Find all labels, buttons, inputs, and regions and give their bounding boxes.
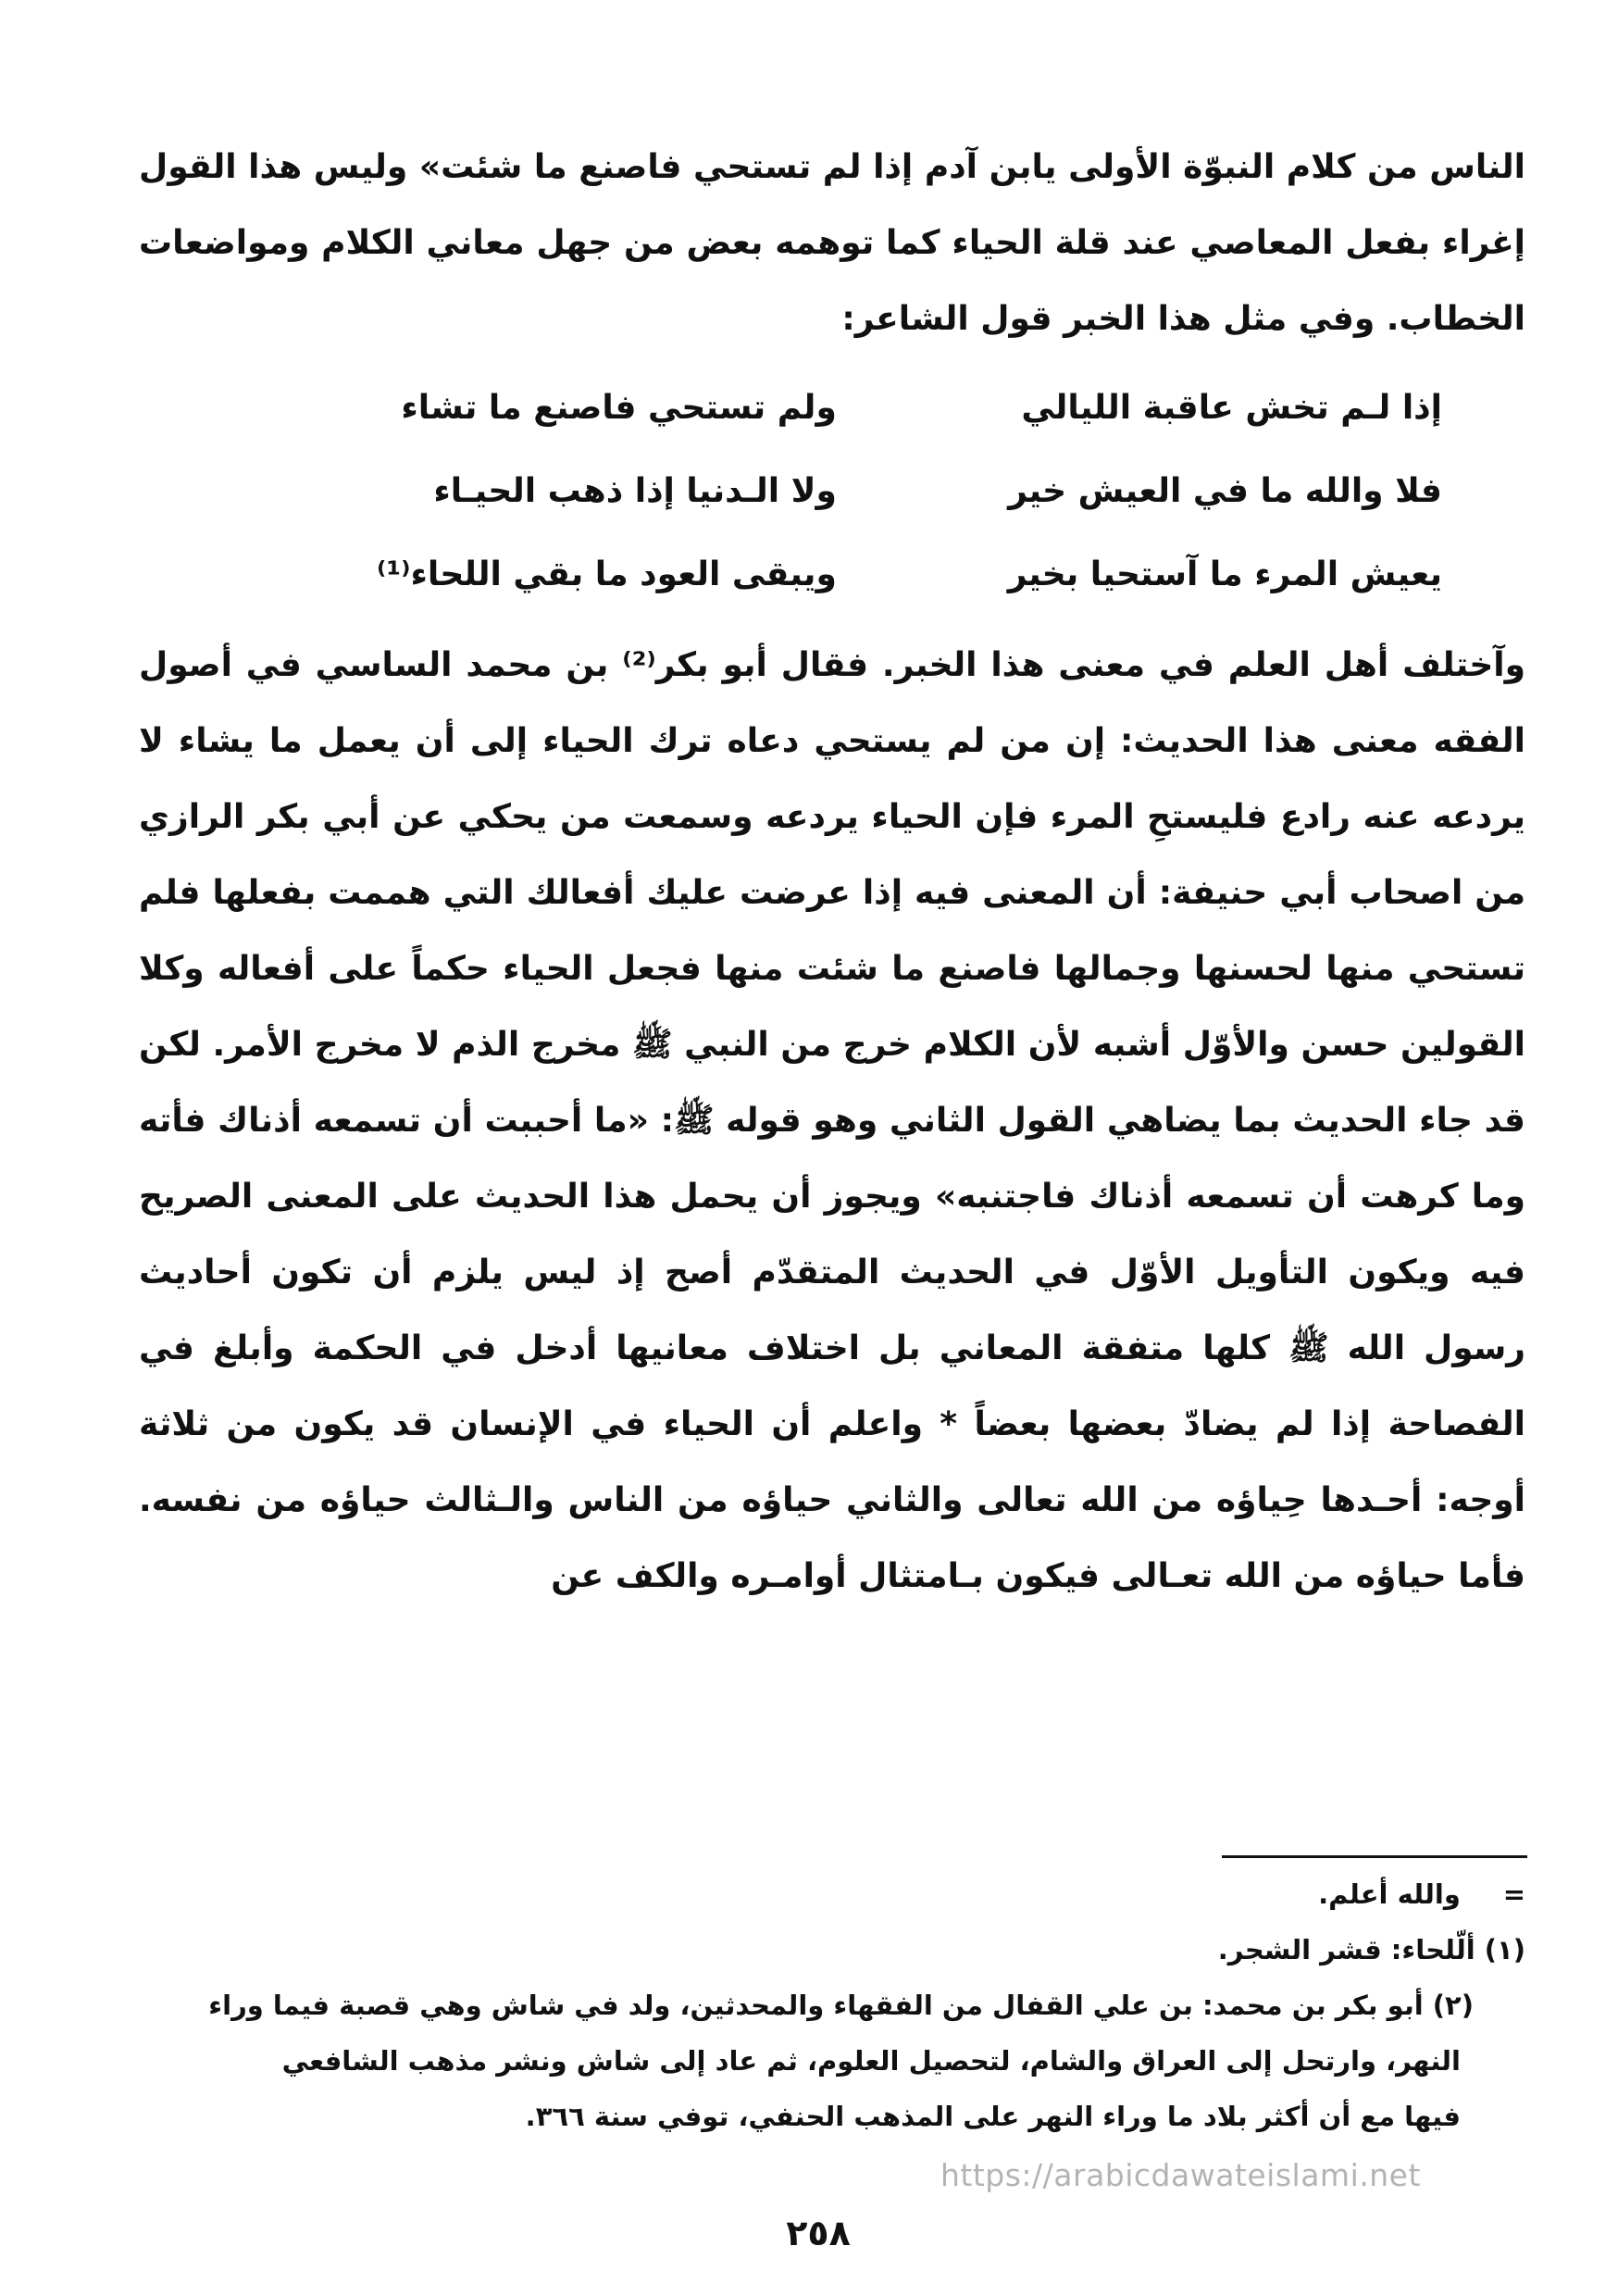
verse-3-second-hemistich: ويبقى العود ما بقي اللحاء⁽¹⁾ — [376, 555, 837, 593]
footnote-2-line-3: فيها مع أن أكثر بلاد ما وراء النهر على المذهب الحنفي، توفي سنة ٣٦٦. — [525, 2101, 1461, 2132]
poem-verse-2 — [278, 450, 1442, 533]
main-text — [139, 130, 1525, 1615]
verse-2-first-hemistich: فلا والله ما في العيش خير — [1008, 472, 1442, 510]
footnote-2-line-2: النهر، وارتحل إلى العراق والشام، لتحصيل العلوم، ثم عاد إلى شاش ونشر مذهب الشافعي — [281, 2045, 1461, 2077]
carry-over-mark: = — [1502, 1878, 1525, 1910]
verse-1-second-hemistich: ولم تستحي فاصنع ما تشاء — [401, 389, 837, 427]
verse-2-second-hemistich: ولا الـدنيا إذا ذهب الحيـاء — [433, 472, 837, 510]
footnote-carry-over — [139, 1866, 1525, 1922]
poem — [139, 367, 1525, 617]
paragraph-1: الناس من كلام النبوّة الأولى يابن آدم إذا لم تستحي فاصنع ما شئت» وليس هذا القول إغراء بفعل المعاصي عند قلة الحياء كما توهمه بعض من جهل معاني الكلام ومواضعات الخطاب. وفي مثل هذا الخبر قول الشاعر: — [139, 148, 1525, 338]
page-number: ٢٥٨ — [786, 2213, 851, 2253]
verse-3-first-hemistich: يعيش المرء ما آستحيا بخير — [1007, 555, 1442, 593]
verse-1-first-hemistich: إذا لـم تخش عاقبة الليالي — [1021, 389, 1442, 427]
poem-verse-1 — [278, 367, 1442, 450]
footnotes — [139, 1866, 1525, 2144]
footnote-separator — [1222, 1855, 1527, 1858]
poem-verse-3 — [278, 533, 1442, 617]
footnote-1: (١) ألّلحاء: قشر الشجر. — [1217, 1934, 1525, 1965]
paragraph-2: وآختلف أهل العلم في معنى هذا الخبر. فقال أبو بكر⁽²⁾ بن محمد الساسي في أصول الفقه معنى هذا الحديث: إن من لم يستحي دعاه ترك الحياء إلى أن يعمل ما يشاء لا يردعه عنه رادع فليستحِ المرء فإن الحياء يردعه وسمعت من يحكي عن أبي بكر الرازي من اصحاب أبي حنيفة: أن المعنى فيه إذا عرضت عليك أفعالك التي هممت بفعلها فلم تستحي منها لحسنها وجمالها فاصنع ما شئت منها فجعل الحياء حكماً على أفعاله وكلا القولين حسن والأوّل أشبه لأن الكلام خرج من النبي ﷺ مخرج الذم لا مخرج الأمر. لكن قد جاء الحديث بما يضاهي القول الثاني وهو قوله ﷺ: «ما أحببت أن تسمعه أذناك فأته وما كرهت أن تسمعه أذناك فاجتنبه» ويجوز أن يحمل هذا الحديث على المعنى الصريح فيه ويكون التأويل الأوّل في الحديث المتقدّم أصح إذ ليس يلزم أن تكون أحاديث رسول الله ﷺ كلها متفقة المعاني بل اختلاف معانيها أدخل في الحكمة وأبلغ في الفصاحة إذا لم يضادّ بعضها بعضاً * واعلم أن الحياء في الإنسان قد يكون من ثلاثة أوجه: أحـدها حِياؤه من الله تعالى والثاني حياؤه من الناس والـثالث حياؤه من نفسه. فأما حياؤه من الله تعـالى فيكون بـامتثال أوامـره والكف عن — [139, 646, 1525, 1595]
watermark-url: https://arabicdawateislami.net — [940, 2157, 1421, 2193]
footnote-2-line-1: (٢) أبو بكر بن محمد: بن علي القفال من الفقهاء والمحدثين، ولد في شاش وهي قصبة فيما وراء — [208, 1990, 1474, 2021]
carry-over-text: والله أعلم. — [1318, 1878, 1461, 1910]
